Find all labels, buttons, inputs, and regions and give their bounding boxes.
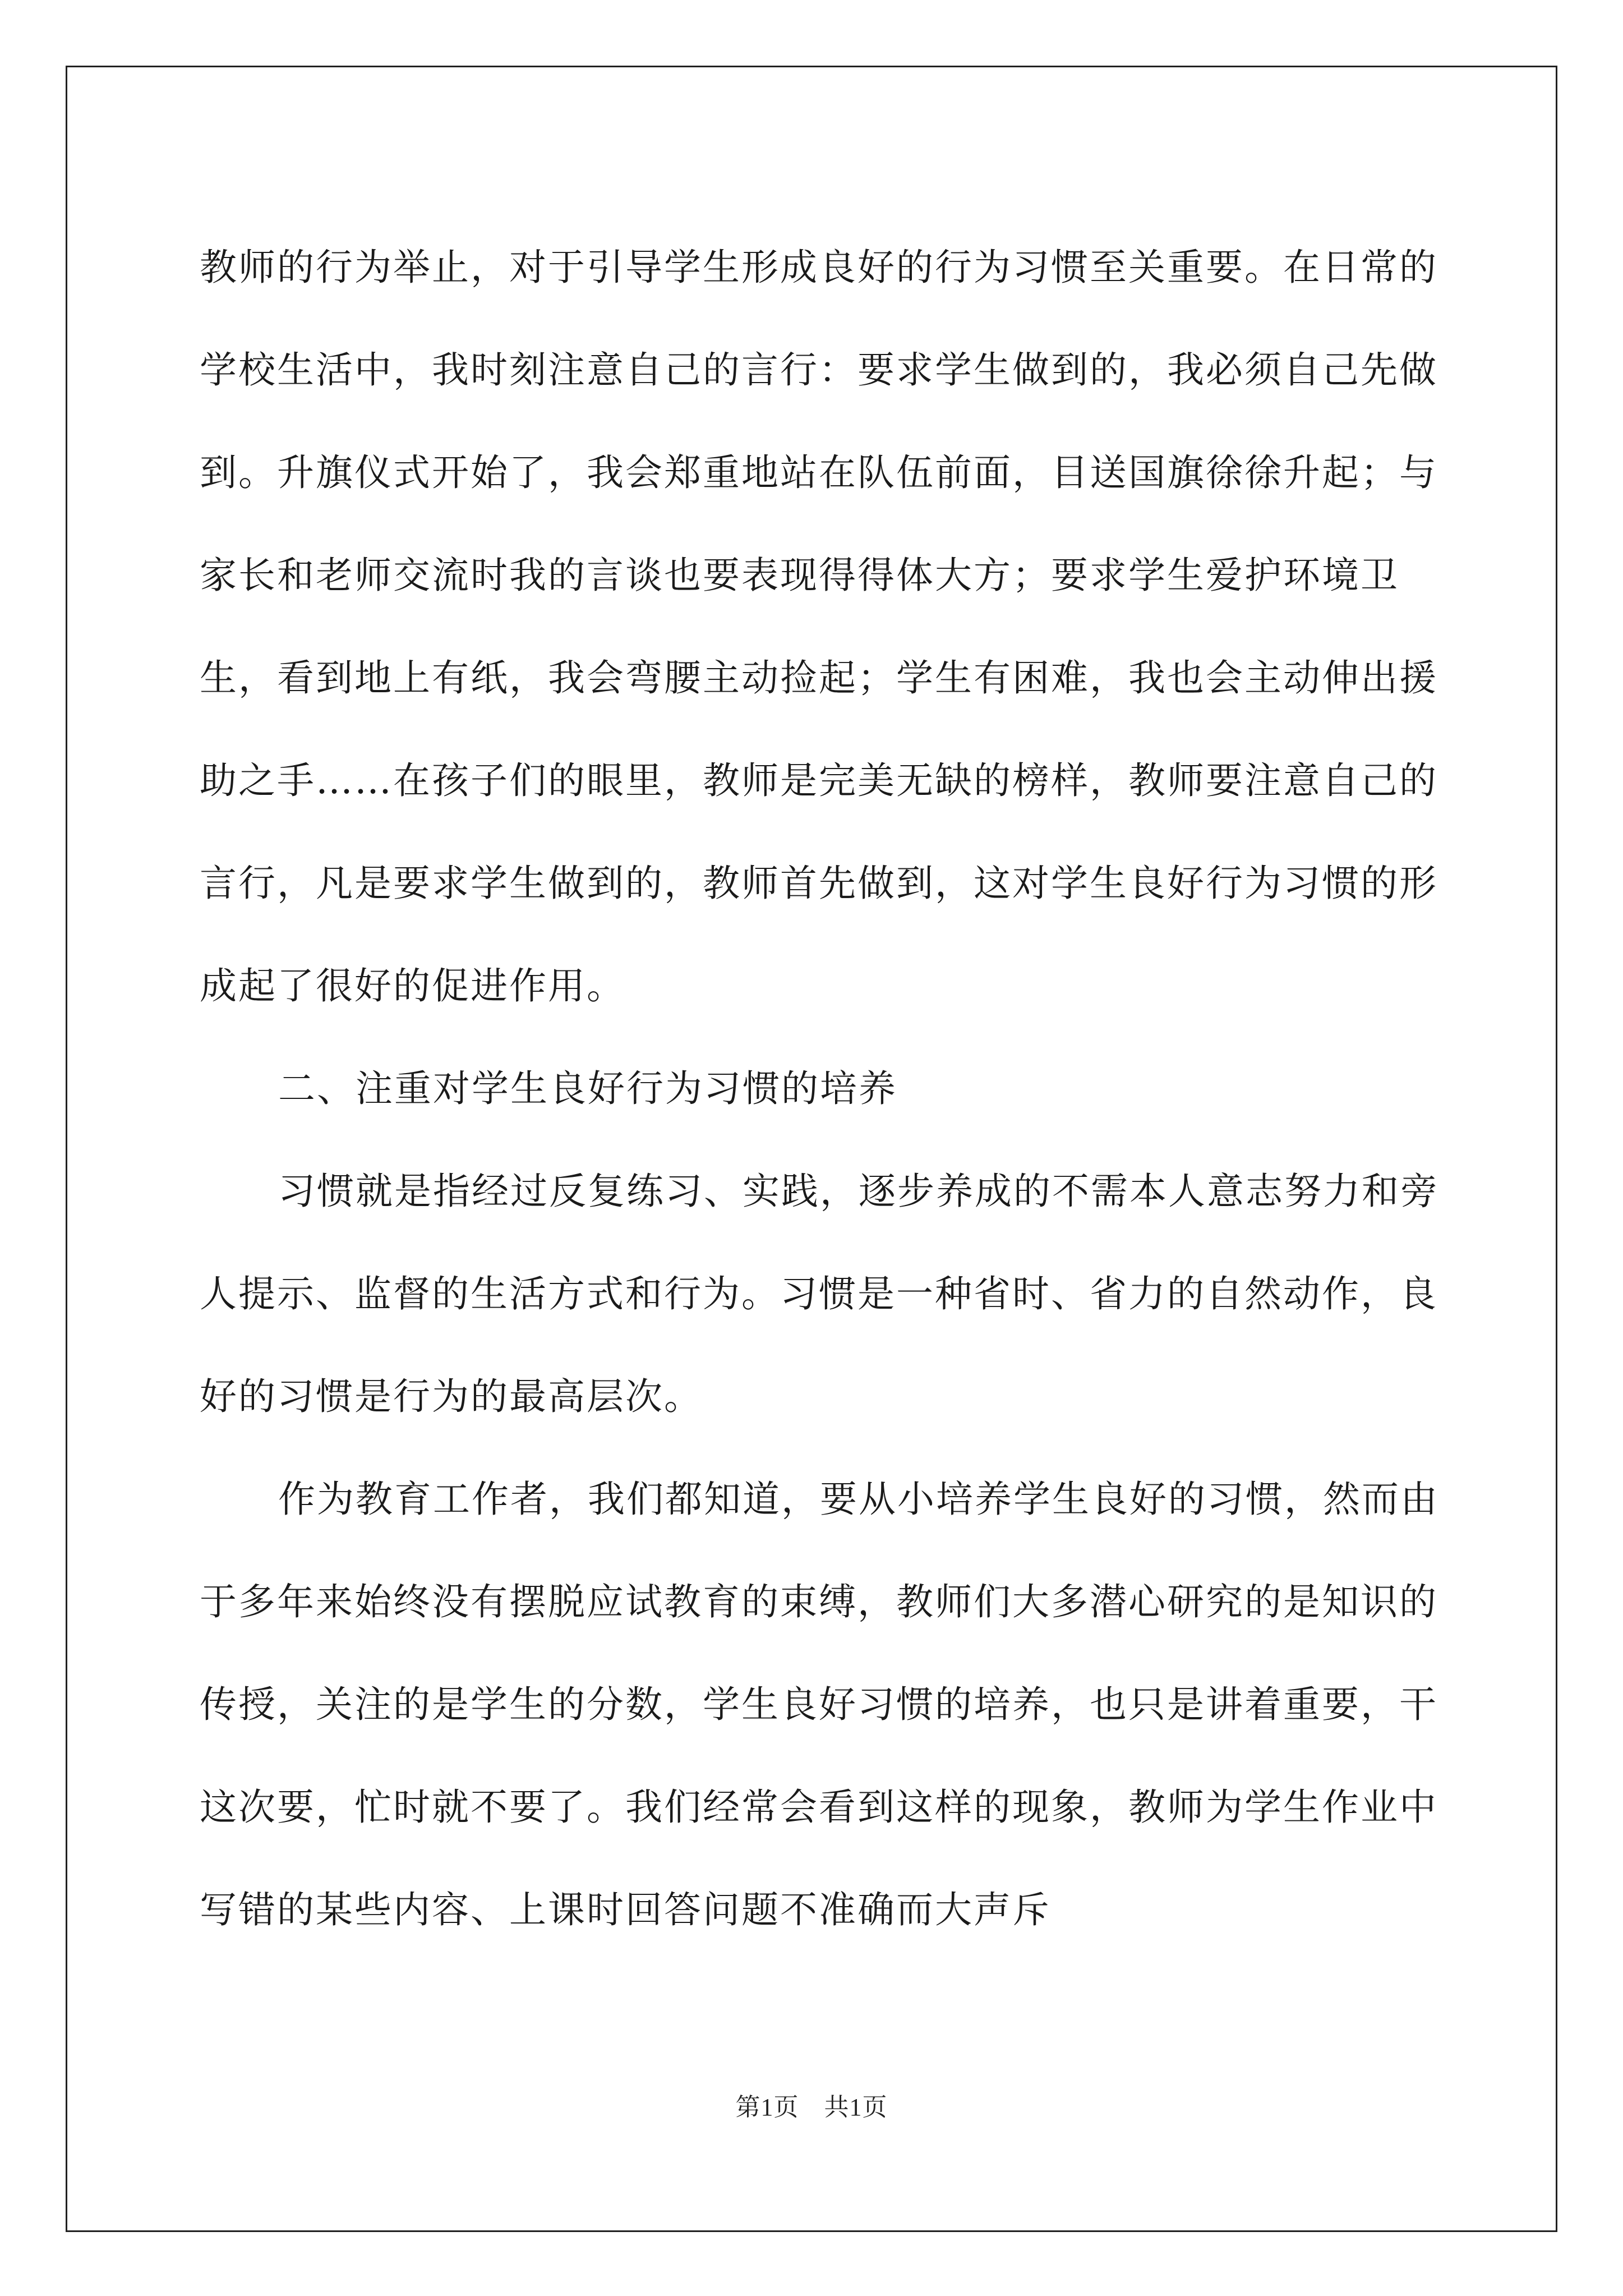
paragraph-2: 习惯就是指经过反复练习、实践，逐步养成的不需本人意志努力和旁人提示、监督的生活方式和行为。习惯是一种省时、省力的自然动作，良好的习惯是行为的最高层次。: [200, 1170, 1439, 1418]
document-body: [200, 216, 1456, 1961]
page-number-footer: 第1页 共1页: [735, 2093, 888, 2121]
paragraph-3: 作为教育工作者，我们都知道，要从小培养学生良好的习惯，然而由于多年来始终没有摆脱应试教育的束缚，教师们大多潜心研究的是知识的传授，关注的是学生的分数，学生良好习惯的培养，也只是讲着重要，干这次要，忙时就不要了。我们经常会看到这样的现象，教师为学生作业中写错的某些内容、上课时回答问题不准确而大声斥: [200, 1478, 1439, 1931]
section-heading: 二、注重对学生良好行为习惯的培养: [278, 1067, 897, 1110]
paragraph-1: 教师的行为举止，对于引导学生形成良好的行为习惯至关重要。在日常的学校生活中，我时刻注意自己的言行：要求学生做到的，我必须自己先做到。升旗仪式开始了，我会郑重地站在队伍前面，目送国旗徐徐升起；与家长和老师交流时我的言谈也要表现得得体大方；要求学生爱护环境卫生，看到地上有纸，我会弯腰主动捡起；学生有困难，我也会主动伸出援助之手……在孩子们的眼里，教师是完美无缺的榜样，教师要注意自己的言行，凡是要求学生做到的，教师首先做到，这对学生良好行为习惯的形成起了很好的促进作用。: [200, 246, 1438, 1007]
